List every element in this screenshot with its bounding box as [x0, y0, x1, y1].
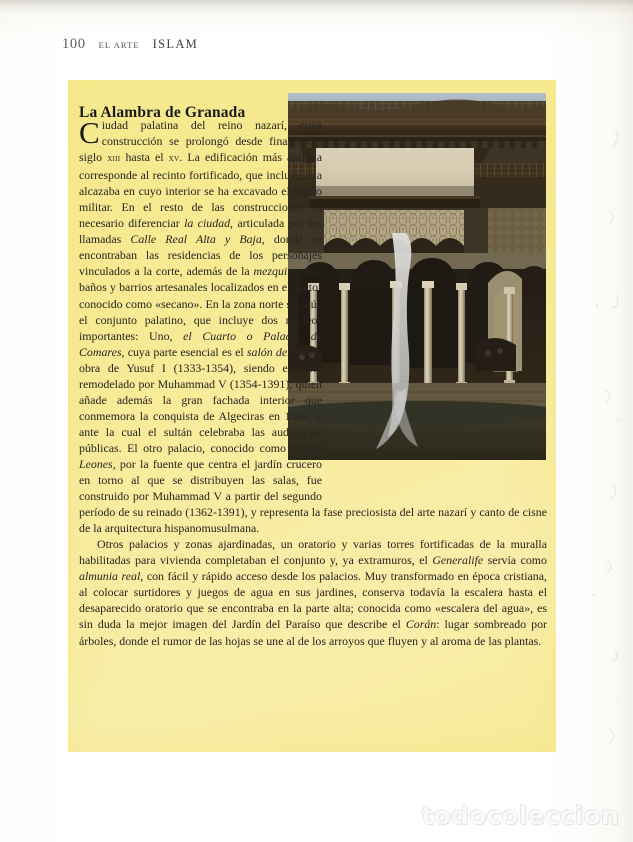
p1-term-la-ciudad: la ciudad	[184, 216, 231, 231]
p2-term-almunia-real: almunia real	[79, 569, 141, 584]
article-body	[79, 117, 547, 649]
p1-term-salon-del-trono: salón del trono	[246, 344, 320, 359]
p1-term-calle-real: Calle Real Alta y Baja	[130, 232, 262, 247]
p2-term-generalife: Generalife	[432, 553, 484, 568]
p1-term-mezquita-real: mezquita real	[253, 264, 320, 279]
p1-f: , obra de Yusuf I (1333-1354), siendo el resto remodelado por Muhammad V (1354-1391), quien añade además la gran fachada interior que conmemora la conquista de Algeciras en 1369, y ante la cual el sultán celebraba las audiencias públicas. El otro palacio, conocido como	[79, 344, 322, 455]
p2-d: : lugar sombreado por árboles, donde el rumor de las hojas se une al de los arroyos que fluyen y al aroma de las plantas.	[79, 617, 547, 648]
photo-text-wrap-spacer	[334, 113, 547, 485]
todocoleccion-watermark: todocoleccion	[421, 801, 619, 830]
running-head-section: EL ARTE	[98, 40, 140, 50]
drop-cap: C	[79, 115, 100, 150]
p1-c: , donde se encontraban las residencias de los personajes vinculados a la corte, además de la	[79, 232, 322, 279]
running-head-topic: ISLAM	[152, 37, 199, 51]
p1-century-1: xiii	[107, 153, 121, 165]
p1-g: , por la fuente que centra el jardín crucero en torno al que se distribuyen las salas, fue construido por Muhammad V a partir del segundo período de su reinado (1362-1391), y representa la fase preciosista del arte nazarí y canto de cisne de la arquitectura hispanomusulmana.	[79, 456, 547, 536]
running-head	[62, 36, 198, 53]
p2-c: , con fácil y rápido acceso desde los palacios. Muy transformado en época cristiana, al colocar surtidores y juegos de agua en sus jardines, conserva todavía la escalera hasta el desaparecido oratorio que se encontraba en la parte alta; conocida como «escalera del agua», es sin duda la mejor imagen del Jardín del Paraíso que describe el	[79, 569, 547, 632]
p2-term-coran: Corán	[405, 617, 437, 632]
p1-e: , cuya parte esencial es el	[121, 344, 247, 359]
p1-a: . La edificación más antigua corresponde al recinto fortificado, que incluye una alcazaba en cuyo interior se ha excavado el barrio militar. En el resto de las construcciones es necesario diferenciar	[79, 150, 323, 231]
p1-century-2: xv	[168, 153, 180, 165]
paragraph-2	[79, 536, 547, 648]
p1-term-cuarto-comares: el Cuarto o Palacio de Comares	[79, 328, 322, 359]
p1-b: , articulada por las llamadas	[79, 216, 322, 247]
p1-mid: hasta el	[120, 150, 169, 165]
page-number: 100	[62, 36, 86, 52]
p1-lead: iudad palatina del reino nazarí, cuya construcción se prolongó desde finales del siglo	[79, 118, 322, 165]
p1-d: , baños y barrios artesanales localizados en el sector conocido como «secano». En la zona norte se sitúa el conjunto palatino, que incluye dos núcleos importantes: Uno,	[79, 264, 322, 343]
p2-a: Otros palacios y zonas ajardinadas, un oratorio y varias torres fortificadas de la muralla habilitadas para vivienda completaban el conjunto y, ya extramuros, el	[79, 537, 547, 568]
p1-term-de-los-leones: de los Leones	[79, 440, 322, 471]
article-title: La Alambra de Granada	[79, 104, 246, 122]
p2-b: servía como	[483, 553, 547, 568]
